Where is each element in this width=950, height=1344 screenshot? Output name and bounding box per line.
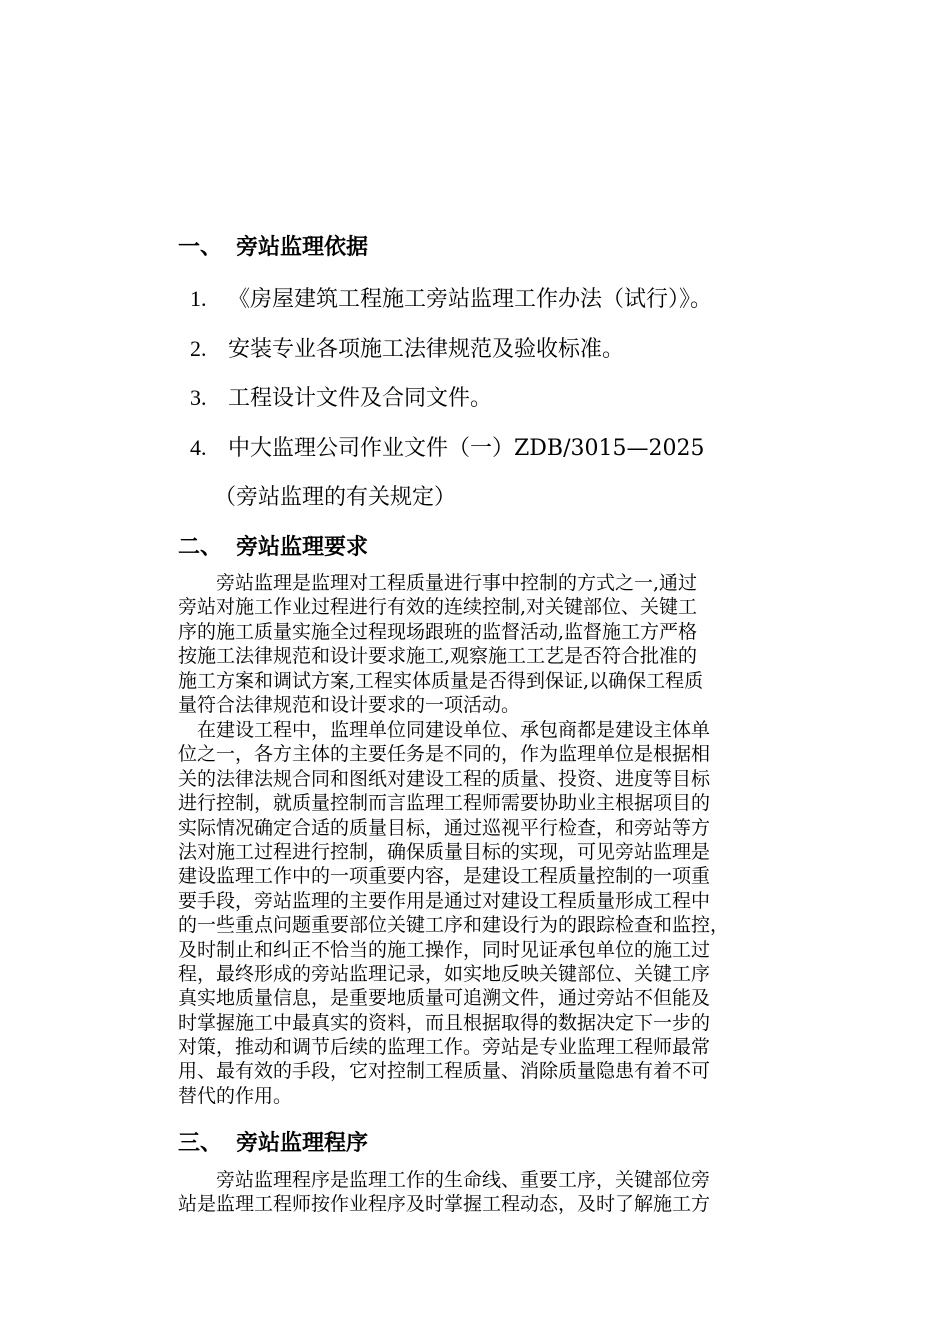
paragraph-line: 真实地质量信息，是重要地质量可追溯文件，通过旁站不但能及 (178, 987, 711, 1010)
list-item-number: 1. (190, 286, 207, 311)
paragraph-line: 时掌握施工中最真实的资料，而且根据取得的数据决定下一步的 (178, 1011, 711, 1034)
list-item (190, 285, 712, 314)
paragraph-line: 按施工法律规范和设计要求施工,观察施工工艺是否符合批准的 (178, 645, 698, 668)
section-2-paragraph-1 (178, 571, 818, 717)
list-item-text: 工程设计文件及合同文件。 (228, 386, 493, 411)
paragraph-line: 的一些重点问题重要部位关键工序和建设行为的跟踪检查和监控， (178, 914, 730, 937)
list-item-number: 2. (190, 336, 207, 361)
section-2-heading (178, 534, 368, 562)
paragraph-line: 关的法律法规合同和图纸对建设工程的质量、投资、进度等目标 (178, 767, 711, 790)
paragraph-line: 旁站监理程序是监理工作的生命线、重要工序，关键部位旁 (178, 1169, 711, 1191)
paragraph-line: 程，最终形成的旁站监理记录，如实地反映关键部位、关键工序 (178, 962, 711, 985)
paragraph-line: 替代的作用。 (178, 1084, 293, 1107)
paragraph-line: 要手段，旁站监理的主要作用是通过对建设工程质量形成工程中 (178, 889, 711, 912)
paragraph-line: 旁站对施工作业过程进行有效的连续控制,对关键部位、关键工 (178, 596, 698, 619)
paragraph-line: 在建设工程中，监理单位同建设单位、承包商都是建设主体单 (178, 719, 711, 741)
list-item (190, 434, 704, 463)
paragraph-line: 量符合法律规范和设计要求的一项活动。 (178, 693, 521, 716)
section-3-number: 三、 (178, 1131, 223, 1156)
paragraph-line: 旁站监理是监理对工程质量进行事中控制的方式之一,通过 (178, 572, 698, 594)
paragraph-line: 进行控制，就质量控制而言监理工程师需要协助业主根据项目的 (178, 792, 711, 815)
section-2-number: 二、 (178, 535, 223, 560)
paragraph-line: 位之一，各方主体的主要任务是不同的，作为监理单位是根据相 (178, 743, 711, 766)
paragraph-line: 及时制止和纠正不恰当的施工操作，同时见证承包单位的施工过 (178, 938, 711, 961)
list-item-text: 《房屋建筑工程施工旁站监理工作办法（试行）》。 (228, 287, 713, 312)
list-item-number: 3. (190, 385, 207, 410)
paragraph-line: 站是监理工程师按作业程序及时掌握工程动态，及时了解施工方 (178, 1193, 711, 1216)
section-3-heading (178, 1130, 368, 1158)
section-3-paragraph-1 (178, 1168, 818, 1217)
list-item-text: 中大监理公司作业文件（一）ZDB/3015—2025 (228, 436, 705, 461)
section-3-title: 旁站监理程序 (236, 1131, 369, 1156)
paragraph-line: 序的施工质量实施全过程现场跟班的监督活动,监督施工方严格 (178, 620, 698, 643)
list-item (190, 335, 624, 364)
paragraph-line: 用、最有效的手段，它对控制工程质量、消除质量隐患有着不可 (178, 1060, 711, 1083)
paragraph-line: 法对施工过程进行控制，确保质量目标的实现，可见旁站监理是 (178, 840, 711, 863)
list-item-text: 安装专业各项施工法律规范及验收标准。 (228, 337, 625, 362)
section-2-paragraph-2 (178, 718, 818, 1108)
list-item-number: 4. (190, 435, 207, 460)
section-1-number: 一、 (178, 235, 223, 260)
paragraph-line: 建设监理工作中的一项重要内容，是建设工程质量控制的一项重 (178, 865, 711, 888)
paragraph-line: 实际情况确定合适的质量目标，通过巡视平行检查，和旁站等方 (178, 816, 711, 839)
list-item (190, 384, 492, 413)
section-2-title: 旁站监理要求 (236, 535, 369, 560)
section-1-title: 旁站监理依据 (236, 235, 369, 260)
paragraph-line: 施工方案和调试方案,工程实体质量是否得到保证,以确保工程质 (178, 669, 704, 692)
section-1-heading (178, 234, 368, 262)
paragraph-line: 对策，推动和调节后续的监理工作。旁站是专业监理工程师最常 (178, 1036, 711, 1059)
list-item-continuation: （旁站监理的有关规定） (214, 485, 457, 510)
